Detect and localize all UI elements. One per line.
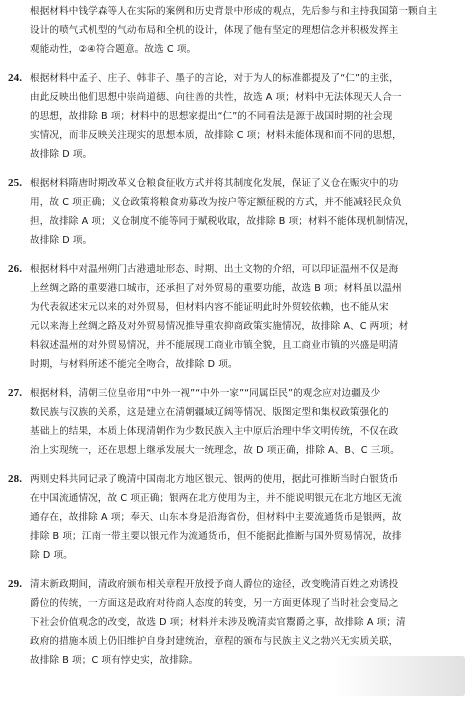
item-line: 两则史料共同记录了晚清中国南北方地区银元、银两的使用，据此可推断当时白银货币 (30, 474, 399, 485)
item-line: 数民族与汉族的关系，这是建立在清朝疆域辽阔等情况、版图定型和集权政策强化的 (30, 407, 389, 418)
item-line: 故排除 D 项。 (30, 149, 93, 160)
item-line: 用，故 C 项正确；义仓政策将粮食劝募改为按户等定额征税的方式，并不能减轻民众负 (30, 197, 402, 208)
item-number: 28. (8, 473, 23, 485)
item-line: 在中国流通情况，故 C 项正确；银两在北方使用为主，并不能说明银元在北方地区无流 (30, 493, 402, 504)
item-line: 料叙述温州的对外贸易情况，并不能展现工商业市镇全貌，且工商业市镇的兴盛是明清 (30, 340, 399, 351)
item-line: 根据材料，清朝三位皇帝用“中外一视”“中外一家”“同属臣民”的观念应对边疆及少 (30, 388, 381, 399)
item-line: 的思想，故排除 B 项；材料中的思想家提出“仁”的不同看法是源于战国时期的社会现 (30, 111, 393, 122)
item-number: 27. (8, 387, 23, 399)
intro-line: 设计的喷气式机型的气动布局和全机的设计，体现了他有坚定的理想信念并积极发挥主 (30, 25, 399, 36)
item-line: 由此反映出他们思想中崇尚道德、向往善的共性，故选 A 项；材料中无法体现天人合一 (30, 92, 402, 103)
item-number: 24. (8, 72, 23, 84)
item-line: 担，故排除 A 项；义仓制度不能等同于赋税收取，故排除 B 项；材料不能体现机制情况， (30, 216, 415, 227)
item-line: 基础上的结果，本质上体现清朝作为少数民族入主中原后治理中华文明传统，不仅在政 (30, 426, 399, 437)
item-number: 29. (8, 578, 23, 590)
intro-line: 根据材料中钱学森等人在实际的案例和历史背景中形成的观点，先后参与和主持我国第一颗自主 (30, 6, 438, 17)
item-line: 通存在，故排除 A 项；奉天、山东本身是沿海省份，但材料中主要流通货币是银两，故 (30, 512, 402, 523)
intro-line: 观能动性，②④符合题意。故选 C 项。 (30, 44, 197, 55)
item-line: 元以来海上丝绸之路及对外贸易情况推导重农抑商政策实施情况，故排除 A、C 两项；材 (30, 321, 409, 332)
item-line: 下社会价值观念的改变，故选 D 项；材料并未涉及晚清卖官鬻爵之事，故排除 A 项；清 (30, 617, 406, 628)
item-line: 清末新政期间，清政府颁布相关章程开放授予商人爵位的途径，改变晚清百姓之劝诱投 (30, 579, 399, 590)
item-line: 根据材料隋唐时期改革义仓粮食征收方式并将其制度化发展，保证了义仓在赈灾中的功 (30, 178, 399, 189)
answer-item-25 (8, 174, 463, 250)
intro-paragraph (8, 2, 463, 59)
answer-item-27 (8, 384, 463, 460)
watermark-overlay (333, 656, 465, 696)
item-line: 为代表叙述宋元以来的对外贸易，但材料内容不能证明此时外贸较依赖，也不能从宋 (30, 302, 389, 313)
item-number: 25. (8, 177, 23, 189)
item-line: 政府的措施本质上仍旧维护自身封建统治，章程的颁布与民族主义之勃兴无实质关联， (30, 636, 399, 647)
item-line: 根据材料中孟子、庄子、韩非子、墨子的言论，对于为人的标准都提及了“仁”的主张， (30, 73, 399, 84)
item-line: 爵位的传统，一方面这是政府对待商人态度的转变，另一方面更体现了当时社会变局之 (30, 598, 399, 609)
answer-item-28 (8, 470, 463, 565)
item-line: 上丝绸之路的重要港口城市，还承担了对外贸易的重要功能，故选 B 项；材料虽以温州 (30, 283, 402, 294)
item-line: 治上实现统一，还在思想上继承发展大一统理念，故 D 项正确，排除 A、B、C 三项。 (30, 445, 400, 456)
item-line: 故排除 D 项。 (30, 235, 93, 246)
item-line: 实情况，而非反映关注现实的思想本质，故排除 C 项；材料未能体现和而不同的思想， (30, 130, 402, 141)
answer-item-26 (8, 260, 463, 374)
item-line: 故排除 B 项；C 项有悖史实，故排除。 (30, 655, 199, 666)
item-number: 26. (8, 263, 23, 275)
item-line: 根据材料中对温州朔门古港遗址形态、时期、出土文物的介绍，可以印证温州不仅是海 (30, 264, 399, 275)
item-line: 时期，与材料所述不能完全吻合，故排除 D 项。 (30, 359, 238, 370)
item-line: 除 D 项。 (30, 550, 73, 561)
answer-item-24 (8, 69, 463, 164)
item-line: 排除 B 项；江南一带主要以银元作为流通货币，但不能据此推断与国外贸易情况，故排 (30, 531, 402, 542)
